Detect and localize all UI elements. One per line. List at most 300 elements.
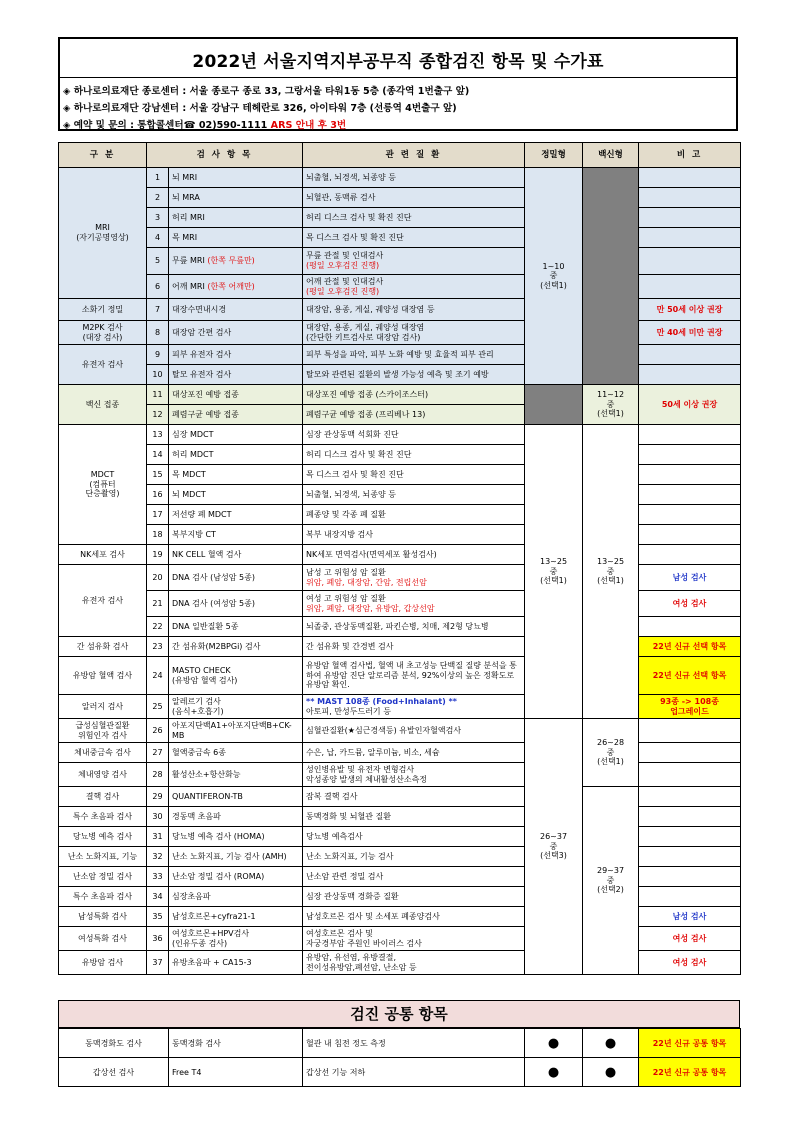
exam-item-name: 여성호르몬+HPV검사 (인유두종 검사): [172, 928, 250, 948]
table-row: [59, 188, 741, 208]
related-disease: [303, 657, 525, 695]
item-number: 19: [147, 545, 169, 565]
related-disease-text: 심장 관상동맥 경화증 질환: [306, 891, 399, 901]
common-table: [58, 1028, 741, 1087]
related-disease: [303, 485, 525, 505]
related-disease-text: 동맥경화 및 뇌혈관 질환: [306, 811, 391, 821]
exam-item: [169, 807, 303, 827]
exam-item-name: 대장수면내시경: [172, 304, 227, 314]
remark: [639, 787, 741, 807]
common-remark: 22년 신규 공통 항목: [639, 1029, 741, 1058]
table-row: [59, 907, 741, 927]
exam-item: [169, 228, 303, 248]
header-vaccine: 백신형: [583, 143, 639, 168]
vaccine-choice: 11~12 중 (선택1): [583, 385, 639, 425]
remark: 여성 검사: [639, 951, 741, 975]
exam-table: [58, 142, 741, 975]
table-row: [59, 743, 741, 763]
exam-item: [169, 425, 303, 445]
remark: [639, 617, 741, 637]
remark: [639, 275, 741, 299]
exam-item: [169, 445, 303, 465]
remark: 남성 검사: [639, 907, 741, 927]
table-row: [59, 951, 741, 975]
item-number: 32: [147, 847, 169, 867]
related-disease: [303, 743, 525, 763]
exam-item-name: 폐렴구균 예방 접종: [172, 409, 239, 419]
table-row: [59, 485, 741, 505]
header-item: 검 사 항 목: [147, 143, 303, 168]
exam-item: [169, 695, 303, 719]
category-female: 여성특화 검사: [59, 927, 147, 951]
item-number: 23: [147, 637, 169, 657]
remark: [639, 248, 741, 275]
remark: [639, 208, 741, 228]
item-number: 16: [147, 485, 169, 505]
item-number: 34: [147, 887, 169, 907]
related-disease: [303, 345, 525, 365]
related-disease: [303, 887, 525, 907]
contact-text: ◈ 예약 및 문의 : 통합콜센터☎ 02)590-1111: [63, 120, 271, 131]
remark: [639, 228, 741, 248]
remark: [639, 827, 741, 847]
header-disease: 관 련 질 환: [303, 143, 525, 168]
exam-item-name: 뇌 MRI: [172, 172, 198, 182]
table-row: [59, 345, 741, 365]
exam-item: [169, 565, 303, 591]
remark: [639, 425, 741, 445]
table-row: [59, 248, 741, 275]
page-title: 2022년 서울지역지부공무직 종합검진 항목 및 수가표: [192, 52, 604, 72]
category-m2pk: M2PK 검사 (대장 검사): [59, 321, 147, 345]
item-number: 2: [147, 188, 169, 208]
table-row: [59, 927, 741, 951]
item-number: 30: [147, 807, 169, 827]
table-row: [59, 299, 741, 321]
exam-item-name: 저선량 폐 MDCT: [172, 509, 232, 519]
related-disease-text: 여성호르몬 검사 및 자궁경부암 주원인 바이러스 검사: [306, 928, 422, 948]
related-disease: [303, 591, 525, 617]
item-number: 33: [147, 867, 169, 887]
related-disease-text: 허리 디스크 검사 및 확진 진단: [306, 449, 412, 459]
related-disease: [303, 168, 525, 188]
remark: [639, 168, 741, 188]
related-disease: [303, 867, 525, 887]
table-row: [59, 591, 741, 617]
related-disease-text: 성인병유발 및 유전자 변형검사 악성종양 발생의 체내활성산소측정: [306, 764, 428, 784]
related-disease-text: 허리 디스크 검사 및 확진 진단: [306, 212, 412, 222]
exam-item-name: 심장초음파: [172, 891, 211, 901]
item-number: 4: [147, 228, 169, 248]
related-disease: [303, 365, 525, 385]
exam-item-name: 간 섬유화(M2BPGi) 검사: [172, 641, 261, 651]
exam-item-name: 알레르기 검사 (음식+호흡기): [172, 696, 224, 716]
exam-item-name: 탈모 유전자 검사: [172, 369, 232, 379]
table-row: [59, 385, 741, 405]
related-disease-note: 위암, 폐암, 대장암, 유방암, 갑상선암: [306, 603, 435, 613]
related-disease-text: 목 디스크 검사 및 확진 진단: [306, 232, 404, 242]
info-line-jongno: ◈ 하나로의료재단 종로센터 : 서울 종로구 종로 33, 그랑서울 타워1동 5층 (종각역 1번출구 앞): [63, 86, 470, 97]
table-row: [59, 807, 741, 827]
remark: [639, 743, 741, 763]
remark: 남성 검사: [639, 565, 741, 591]
related-disease-text: 어깨 관절 및 인대검사: [306, 276, 384, 286]
related-disease: [303, 763, 525, 787]
related-disease: [303, 719, 525, 743]
common-category: 동맥경화도 검사: [59, 1029, 169, 1058]
related-disease: [303, 405, 525, 425]
related-disease: [303, 525, 525, 545]
exam-item-name: 난소 노화지표, 기능 검사 (AMH): [172, 851, 287, 861]
remark: 여성 검사: [639, 591, 741, 617]
related-disease-text: 잠복 결핵 검사: [306, 791, 358, 801]
exam-item-name: MASTO CHECK (유방암 혈액 검사): [172, 665, 238, 685]
category-gene1: 유전자 검사: [59, 345, 147, 385]
exam-item: [169, 505, 303, 525]
exam-item-name: 어깨 MRI: [172, 281, 208, 291]
related-disease-text: 대장암, 용종, 게실, 궤양성 대장염 (간단한 키트검사로 대장암 검사): [306, 322, 425, 342]
exam-item-note: (한쪽 무릎만): [207, 256, 255, 266]
item-number: 12: [147, 405, 169, 425]
header-category: 구 분: [59, 143, 147, 168]
vaccine-choice: 13~25 중 (선택1): [583, 425, 639, 719]
vaccine-choice: 29~37 중 (선택2): [583, 787, 639, 975]
table-row: [59, 847, 741, 867]
exam-item: [169, 299, 303, 321]
category-ovarian_ca: 난소암 정밀 검사: [59, 867, 147, 887]
exam-item: [169, 365, 303, 385]
table-row: [59, 657, 741, 695]
exam-item: [169, 385, 303, 405]
item-number: 24: [147, 657, 169, 695]
related-disease: [303, 617, 525, 637]
exam-item: [169, 657, 303, 695]
related-disease-text: 복부 내장지방 검사: [306, 529, 373, 539]
related-disease: [303, 545, 525, 565]
exam-item: [169, 847, 303, 867]
table-row: [59, 695, 741, 719]
exam-item: [169, 525, 303, 545]
category-nutrition: 체내영양 검사: [59, 763, 147, 787]
related-disease: [303, 425, 525, 445]
table-header-row: [59, 143, 741, 168]
info-line-contact: [63, 117, 346, 131]
remark: [639, 505, 741, 525]
exam-item-name: 복부지방 CT: [172, 529, 216, 539]
exam-item-name: 아포지단백A1+아포지단백B+CK-MB: [172, 720, 292, 740]
related-disease: [303, 907, 525, 927]
exam-item: [169, 951, 303, 975]
exam-item: [169, 345, 303, 365]
exam-item: [169, 465, 303, 485]
related-disease: [303, 299, 525, 321]
category-heavy_metal: 체내중금속 검사: [59, 743, 147, 763]
item-number: 17: [147, 505, 169, 525]
table-row: [59, 637, 741, 657]
exam-item: [169, 763, 303, 787]
related-disease: [303, 445, 525, 465]
table-row: [59, 321, 741, 345]
related-disease: [303, 565, 525, 591]
item-number: 27: [147, 743, 169, 763]
related-disease: [303, 465, 525, 485]
related-disease: [303, 927, 525, 951]
related-disease: [303, 951, 525, 975]
item-number: 28: [147, 763, 169, 787]
exam-item: [169, 719, 303, 743]
common-remark: 22년 신규 공통 항목: [639, 1058, 741, 1087]
related-disease-text: 뇌혈관, 동맥류 검사: [306, 192, 376, 202]
table-row: [59, 887, 741, 907]
exam-item-name: 무릎 MRI: [172, 256, 208, 266]
title-divider: [60, 77, 736, 78]
table-row: [59, 545, 741, 565]
related-disease-text: 간 섬유화 및 간경변 검사: [306, 641, 394, 651]
header-remark: 비 고: [639, 143, 741, 168]
common-item: 동맥경화 검사: [169, 1029, 303, 1058]
category-endoscopy: 소화기 정밀: [59, 299, 147, 321]
remark: [639, 525, 741, 545]
item-number: 14: [147, 445, 169, 465]
exam-item: [169, 867, 303, 887]
related-disease-text: 심혈관질환(★심근경색등) 유발인자혈액검사: [306, 725, 462, 735]
precise-choice: 1~10 중 (선택1): [525, 168, 583, 385]
exam-item-name: DNA 검사 (여성암 5종): [172, 598, 255, 608]
exam-item: [169, 743, 303, 763]
exam-item: [169, 927, 303, 951]
exam-item-name: DNA 일반질환 5종: [172, 621, 239, 631]
related-disease-text: 폐렴구균 예방 접종 (프리베나 13): [306, 409, 426, 419]
category-liver: 간 섬유화 검사: [59, 637, 147, 657]
exam-item-name: 혈액중금속 6종: [172, 747, 227, 757]
exam-item-name: 뇌 MDCT: [172, 489, 206, 499]
category-allergy: 알러지 검사: [59, 695, 147, 719]
common-disease: 갑상선 기능 저하: [303, 1058, 525, 1087]
category-tb: 결핵 검사: [59, 787, 147, 807]
category-vaccine: 백신 접종: [59, 385, 147, 425]
item-number: 3: [147, 208, 169, 228]
common-row: [59, 1058, 741, 1087]
remark: [639, 445, 741, 465]
common-item: Free T4: [169, 1058, 303, 1087]
related-disease-text: 뇌졸중, 관상동맥질환, 파킨슨병, 치매, 제2형 당뇨병: [306, 621, 489, 631]
related-disease: [303, 321, 525, 345]
related-disease-note: 아토피, 만성두드러기 등: [306, 706, 391, 716]
related-disease: [303, 228, 525, 248]
exam-item-name: 심장 MDCT: [172, 429, 214, 439]
remark: [639, 847, 741, 867]
exam-item-name: 허리 MRI: [172, 212, 205, 222]
ars-guide: ARS 안내 후 3번: [270, 120, 347, 131]
item-number: 11: [147, 385, 169, 405]
category-mri: MRI (자기공명영상): [59, 168, 147, 299]
category-mdct: MDCT (컴퓨터 단층촬영): [59, 425, 147, 545]
table-row: [59, 425, 741, 445]
item-number: 25: [147, 695, 169, 719]
related-disease: [303, 248, 525, 275]
vaccine-choice: 26~28 중 (선택1): [583, 719, 639, 787]
precise-mark: ●: [525, 1058, 583, 1087]
common-row: [59, 1029, 741, 1058]
related-disease: [303, 505, 525, 525]
related-disease-text: ** MAST 108종 (Food+Inhalant) **: [306, 696, 457, 706]
item-number: 36: [147, 927, 169, 951]
exam-item: [169, 787, 303, 807]
related-disease-text: 심장 관상동맥 석회화 진단: [306, 429, 399, 439]
exam-item-name: 목 MRI: [172, 232, 198, 242]
category-us1: 특수 초음파 검사: [59, 807, 147, 827]
related-disease: [303, 847, 525, 867]
exam-item-name: 피부 유전자 검사: [172, 349, 232, 359]
related-disease-text: 대장암, 용종, 게실, 궤양성 대장염 등: [306, 304, 435, 314]
vaccine-mark: ●: [583, 1058, 639, 1087]
remark: 22년 신규 선택 항목: [639, 657, 741, 695]
item-number: 26: [147, 719, 169, 743]
remark: [639, 465, 741, 485]
precise-choice: 26~37 중 (선택3): [525, 719, 583, 975]
remark: 22년 신규 선택 항목: [639, 637, 741, 657]
exam-item: [169, 591, 303, 617]
item-number: 9: [147, 345, 169, 365]
exam-item-name: 유방초음파 + CA15-3: [172, 957, 252, 967]
related-disease: [303, 695, 525, 719]
category-gene2: 유전자 검사: [59, 565, 147, 637]
category-breast_blood: 유방암 혈액 검사: [59, 657, 147, 695]
related-disease: [303, 807, 525, 827]
table-row: [59, 168, 741, 188]
common-section-title: 검진 공통 항목: [58, 1000, 740, 1028]
item-number: 10: [147, 365, 169, 385]
related-disease: [303, 208, 525, 228]
related-disease: [303, 827, 525, 847]
exam-item: [169, 321, 303, 345]
remark: 93종 -> 108종 업그레이드: [639, 695, 741, 719]
remark: 50세 이상 권장: [639, 385, 741, 425]
table-row: [59, 787, 741, 807]
item-number: 18: [147, 525, 169, 545]
info-line-gangnam: ◈ 하나로의료재단 강남센터 : 서울 강남구 테헤란로 326, 아이타워 7층 (선릉역 4번출구 앞): [63, 103, 457, 114]
precise-choice: 13~25 중 (선택1): [525, 425, 583, 719]
item-number: 13: [147, 425, 169, 445]
related-disease-text: 뇌출혈, 뇌경색, 뇌종양 등: [306, 172, 397, 182]
common-category: 갑상선 검사: [59, 1058, 169, 1087]
related-disease: [303, 637, 525, 657]
category-male: 남성특화 검사: [59, 907, 147, 927]
common-disease: 혈관 내 침전 정도 측정: [303, 1029, 525, 1058]
related-disease-text: 여성 고 위험성 암 질환: [306, 593, 386, 603]
exam-item: [169, 168, 303, 188]
related-disease-text: 유방암 혈액 검사법, 혈액 내 초고성능 단백질 질량 분석을 통하여 유방암 진단 알로리즘 분석, 92%이상의 높은 정확도로 유방암 확인.: [306, 661, 517, 690]
related-disease: [303, 787, 525, 807]
item-number: 37: [147, 951, 169, 975]
title-box: [58, 37, 738, 131]
item-number: 6: [147, 275, 169, 299]
item-number: 21: [147, 591, 169, 617]
category-us2: 특수 초음파 검사: [59, 887, 147, 907]
exam-item: [169, 485, 303, 505]
exam-item-note: (한쪽 어깨만): [207, 281, 255, 291]
table-row: [59, 617, 741, 637]
item-number: 29: [147, 787, 169, 807]
table-row: [59, 565, 741, 591]
remark: [639, 887, 741, 907]
vaccine-choice: [583, 168, 639, 385]
remark: [639, 763, 741, 787]
related-disease-text: 피부 특성을 파악, 피부 노화 예방 및 효율적 피부 관리: [306, 349, 494, 359]
exam-item: [169, 208, 303, 228]
related-disease-text: 남성 고 위험성 암 질환: [306, 567, 386, 577]
precise-choice: [525, 385, 583, 425]
related-disease-text: 목 디스크 검사 및 확진 진단: [306, 469, 404, 479]
related-disease-note: (평일 오후검진 진행): [306, 286, 380, 296]
remark: [639, 545, 741, 565]
category-ovary: 난소 노화지표, 기능: [59, 847, 147, 867]
related-disease-note: 위암, 폐암, 대장암, 간암, 전립선암: [306, 577, 427, 587]
item-number: 20: [147, 565, 169, 591]
remark: 만 40세 미만 권장: [639, 321, 741, 345]
table-row: [59, 445, 741, 465]
item-number: 35: [147, 907, 169, 927]
related-disease-text: 남성호르몬 검사 및 소세포 폐종양검사: [306, 911, 440, 921]
remark: [639, 345, 741, 365]
related-disease: [303, 275, 525, 299]
exam-item: [169, 827, 303, 847]
exam-item: [169, 188, 303, 208]
header-precise: 정밀형: [525, 143, 583, 168]
related-disease-text: 무릎 관절 및 인대검사: [306, 251, 384, 261]
table-row: [59, 719, 741, 743]
remark: [639, 188, 741, 208]
exam-item-name: 남성호르몬+cyfra21-1: [172, 911, 256, 921]
category-nk: NK세포 검사: [59, 545, 147, 565]
exam-item: [169, 617, 303, 637]
related-disease: [303, 188, 525, 208]
exam-item-name: NK CELL 혈액 검사: [172, 549, 242, 559]
remark: [639, 365, 741, 385]
remark: [639, 867, 741, 887]
related-disease-text: 당뇨병 예측검사: [306, 831, 363, 841]
exam-item-name: DNA 검사 (남성암 5종): [172, 572, 255, 582]
remark: [639, 485, 741, 505]
exam-item: [169, 405, 303, 425]
exam-item-name: 뇌 MRA: [172, 192, 200, 202]
related-disease-text: 폐종양 및 각종 폐 질환: [306, 509, 386, 519]
item-number: 8: [147, 321, 169, 345]
related-disease-text: 난소암 관련 정밀 검사: [306, 871, 384, 881]
item-number: 5: [147, 248, 169, 275]
item-number: 7: [147, 299, 169, 321]
table-row: [59, 827, 741, 847]
remark: 만 50세 이상 권장: [639, 299, 741, 321]
exam-item: [169, 637, 303, 657]
table-row: [59, 275, 741, 299]
related-disease-text: 수은, 납, 카드뮴, 알루미늄, 비소, 세슘: [306, 747, 440, 757]
remark: [639, 807, 741, 827]
table-row: [59, 505, 741, 525]
table-row: [59, 763, 741, 787]
table-row: [59, 465, 741, 485]
table-row: [59, 867, 741, 887]
item-number: 15: [147, 465, 169, 485]
related-disease-text: NK세포 면역검사(면역세포 활성검사): [306, 549, 437, 559]
item-number: 31: [147, 827, 169, 847]
table-row: [59, 208, 741, 228]
remark: 여성 검사: [639, 927, 741, 951]
category-breast: 유방암 검사: [59, 951, 147, 975]
related-disease: [303, 385, 525, 405]
exam-item: [169, 545, 303, 565]
table-row: [59, 525, 741, 545]
